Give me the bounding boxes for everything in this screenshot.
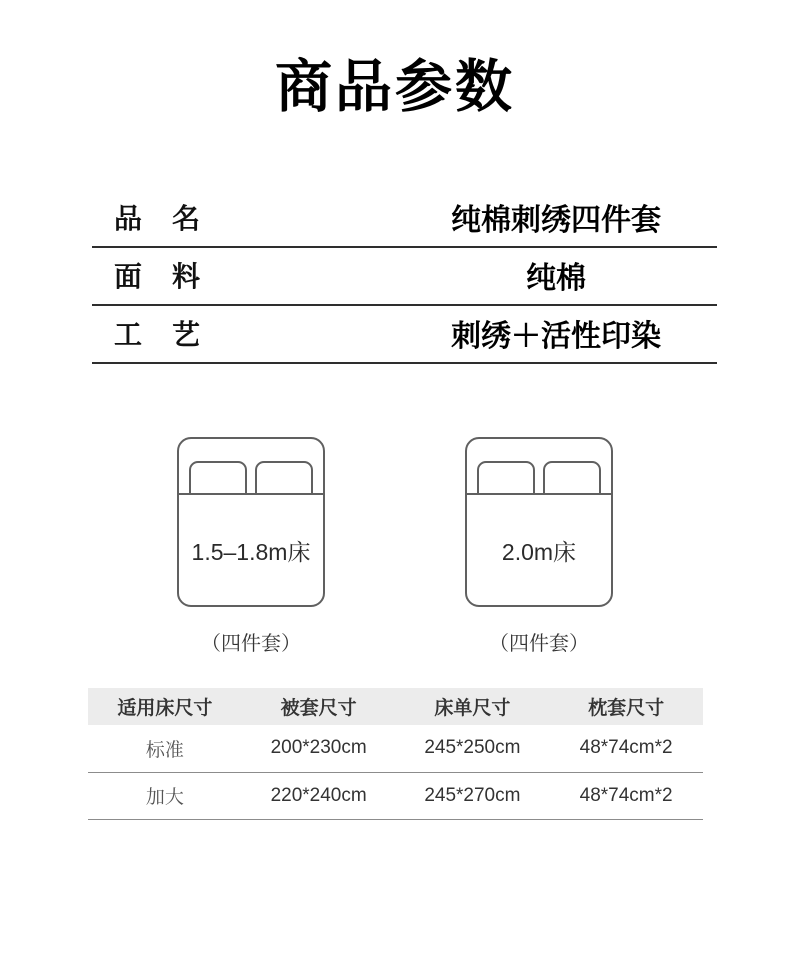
pillow-icon	[543, 461, 601, 495]
size-table-header-row	[88, 688, 703, 725]
pillowcase-size-value: 48*74cm*2	[549, 725, 703, 772]
bed-size-diagrams	[0, 437, 790, 656]
row-label: 加大	[88, 772, 242, 819]
bed-top-view-icon	[177, 437, 325, 607]
column-header-bed-size: 适用床尺寸	[88, 688, 242, 725]
spec-value: 刺绣＋活性印染	[451, 319, 662, 354]
row-label: 标准	[88, 725, 242, 772]
sheet-size-value: 245*250cm	[396, 725, 550, 772]
column-header-duvet-cover-size: 被套尺寸	[242, 688, 396, 725]
table-row-extra-large	[88, 772, 703, 819]
sheet-size-value: 245*270cm	[396, 772, 550, 819]
bed-figure-2-0m	[465, 437, 613, 656]
column-header-sheet-size: 床单尺寸	[396, 688, 550, 725]
spec-row-craft	[92, 306, 717, 364]
spec-list	[92, 190, 717, 364]
product-parameters-page	[0, 46, 790, 820]
page-title: 商品参数	[275, 53, 515, 120]
pillow-icon	[255, 461, 313, 495]
pillow-icon	[477, 461, 535, 495]
spec-row-product-name	[92, 190, 717, 248]
duvet-size-value: 200*230cm	[242, 725, 396, 772]
column-header-pillowcase-size: 枕套尺寸	[549, 688, 703, 725]
spec-label: 面 料	[114, 261, 202, 292]
spec-label: 品 名	[114, 203, 202, 234]
size-table	[88, 688, 703, 820]
pillow-icon	[189, 461, 247, 495]
bed-caption: （四件套）	[489, 633, 589, 655]
spec-value: 纯棉刺绣四件套	[451, 203, 662, 238]
bed-top-view-icon	[465, 437, 613, 607]
bed-figure-1-5-1-8m	[177, 437, 325, 656]
table-row-standard	[88, 725, 703, 772]
bed-size-label: 2.0m床	[501, 538, 577, 565]
spec-label: 工 艺	[114, 319, 202, 350]
duvet-size-value: 220*240cm	[242, 772, 396, 819]
spec-value: 纯棉	[526, 261, 587, 296]
spec-row-fabric	[92, 248, 717, 306]
pillowcase-size-value: 48*74cm*2	[549, 772, 703, 819]
bed-caption: （四件套）	[201, 633, 301, 655]
bed-size-label: 1.5–1.8m床	[191, 538, 311, 565]
